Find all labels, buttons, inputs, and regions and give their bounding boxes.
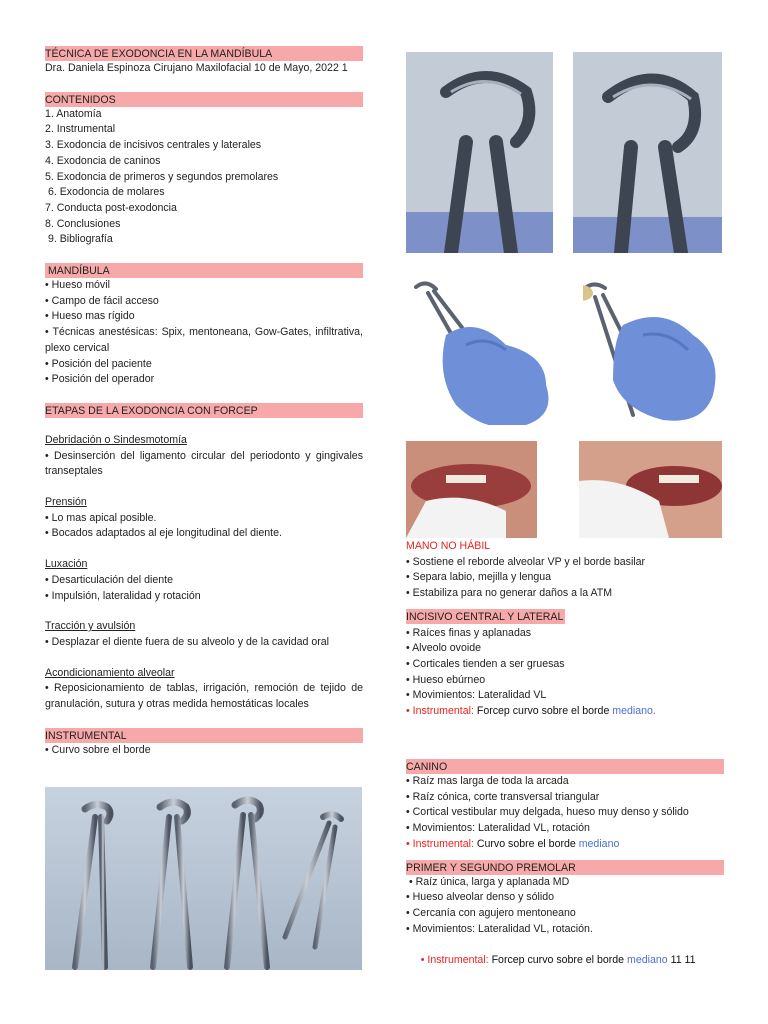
list-item: • Desarticulación del diente xyxy=(45,573,173,586)
contents-list xyxy=(45,107,363,248)
etapa-title: Tracción y avulsión xyxy=(45,620,136,633)
list-item: 9. Bibliografía xyxy=(45,233,113,246)
list-item: • Técnicas anestésicas: Spix, mentoneana, Gow-Gates, infiltrativa, plexo cervical xyxy=(45,326,363,354)
list-item: • Bocados adaptados al eje longitudinal del diente. xyxy=(45,527,282,540)
list-item: 3. Exodoncia de incisivos centrales y laterales xyxy=(45,139,262,152)
list-item: • Posición del operador xyxy=(45,373,155,386)
list-item: 6. Exodoncia de molares xyxy=(45,186,165,199)
list-item: • Sostiene el reborde alveolar VP y el borde basilar xyxy=(406,555,646,568)
list-item: • Movimientos: Lateralidad VL xyxy=(406,689,547,702)
list-item: • Hueso móvil xyxy=(45,279,110,292)
list-item: • Posición del paciente xyxy=(45,357,152,370)
list-item: • Raíz única, larga y aplanada MD xyxy=(406,875,570,888)
title-header: TÉCNICA DE EXODONCIA EN LA MANDÍBULA xyxy=(45,46,363,61)
list-item: • Reposicionamiento de tablas, irrigación, remoción de tejido de granulación, sutura y otras medida hemostáticas locales xyxy=(45,682,363,711)
list-item: • Corticales tienden a ser gruesas xyxy=(406,657,565,670)
instrumental-line: • Instrumental: Forcep curvo sobre el borde mediano 11 11 xyxy=(417,954,696,967)
list-item: • Estabiliza para no generar daños a la ATM xyxy=(406,587,613,600)
list-item: • Raíz cónica, corte transversal triangular xyxy=(406,790,600,803)
gloved-hand-forceps-photo-1 xyxy=(406,275,566,425)
list-item: 8. Conclusiones xyxy=(45,217,121,230)
list-item: • Campo de fácil acceso xyxy=(45,294,159,307)
list-item: • Hueso ebúrneo xyxy=(406,673,486,686)
incisivo-header: INCISIVO CENTRAL Y LATERAL xyxy=(406,610,564,623)
list-item: • Desplazar el diente fuera de su alveolo y de la cavidad oral xyxy=(45,635,330,648)
gloved-hand-forceps-photo-2 xyxy=(583,275,723,425)
list-item: • Alveolo ovoide xyxy=(406,642,481,655)
etapa-title: Luxación xyxy=(45,558,88,571)
premolar-header: PRIMER Y SEGUNDO PREMOLAR xyxy=(406,860,724,875)
list-item: • Movimientos: Lateralidad VL, rotación. xyxy=(406,922,593,935)
forceps-set-photo xyxy=(45,787,362,970)
instrumental-header: INSTRUMENTAL xyxy=(45,728,363,743)
mouth-exam-photo-1 xyxy=(406,441,537,538)
list-item: • Cercanía con agujero mentoneano xyxy=(406,906,576,919)
list-item: • Lo mas apical posible. xyxy=(45,511,157,524)
contents-header: CONTENIDOS xyxy=(45,92,363,107)
instrumental-line: • Instrumental: Forcep curvo sobre el borde mediano. xyxy=(406,705,656,718)
list-item: 4. Exodoncia de caninos xyxy=(45,154,161,167)
etapa-title: Acondicionamiento alveolar xyxy=(45,666,175,679)
left-column xyxy=(45,46,363,759)
right-column-mano xyxy=(406,539,724,720)
instrumental-line: • Instrumental: Curvo sobre el borde mediano xyxy=(406,837,620,850)
mouth-exam-photo-2 xyxy=(579,441,722,538)
list-item: 2. Instrumental xyxy=(45,123,116,136)
list-item: 7. Conducta post-exodoncia xyxy=(45,201,177,214)
list-item: • Raíces finas y aplanadas xyxy=(406,626,532,639)
list-item: • Curvo sobre el borde xyxy=(45,743,151,756)
list-item: • Hueso mas rígido xyxy=(45,310,135,323)
author-line: Dra. Daniela Espinoza Cirujano Maxilofacial 10 de Mayo, 2022 1 xyxy=(45,62,348,74)
list-item: • Separa labio, mejilla y lengua xyxy=(406,571,552,584)
list-item: 1. Anatomía xyxy=(45,107,102,120)
mandibula-header: MANDÍBULA xyxy=(45,263,363,278)
etapa-title: Debridación o Sindesmotomía xyxy=(45,433,187,446)
list-item: • Cortical vestibular muy delgada, hueso muy denso y sólido xyxy=(406,806,689,819)
list-item: • Movimientos: Lateralidad VL, rotación xyxy=(406,822,590,835)
etapa-title: Prensión xyxy=(45,496,87,509)
etapas-header: ETAPAS DE LA EXODONCIA CON FORCEP xyxy=(45,403,363,418)
list-item: • Desinserción del ligamento circular del periodonto y gingivales transeptales xyxy=(45,449,363,478)
mano-header: MANO NO HÁBIL xyxy=(406,540,491,552)
forceps-closeup-photo-2 xyxy=(573,52,722,253)
forceps-closeup-photo-1 xyxy=(406,52,553,253)
list-item: • Raíz mas larga de toda la arcada xyxy=(406,775,569,787)
list-item: • Hueso alveolar denso y sólido xyxy=(406,891,554,904)
canino-header: CANINO xyxy=(406,759,724,774)
list-item: • Impulsión, lateralidad y rotación xyxy=(45,589,201,602)
right-column-canino xyxy=(406,759,724,984)
list-item: 5. Exodoncia de primeros y segundos premolares xyxy=(45,170,279,183)
